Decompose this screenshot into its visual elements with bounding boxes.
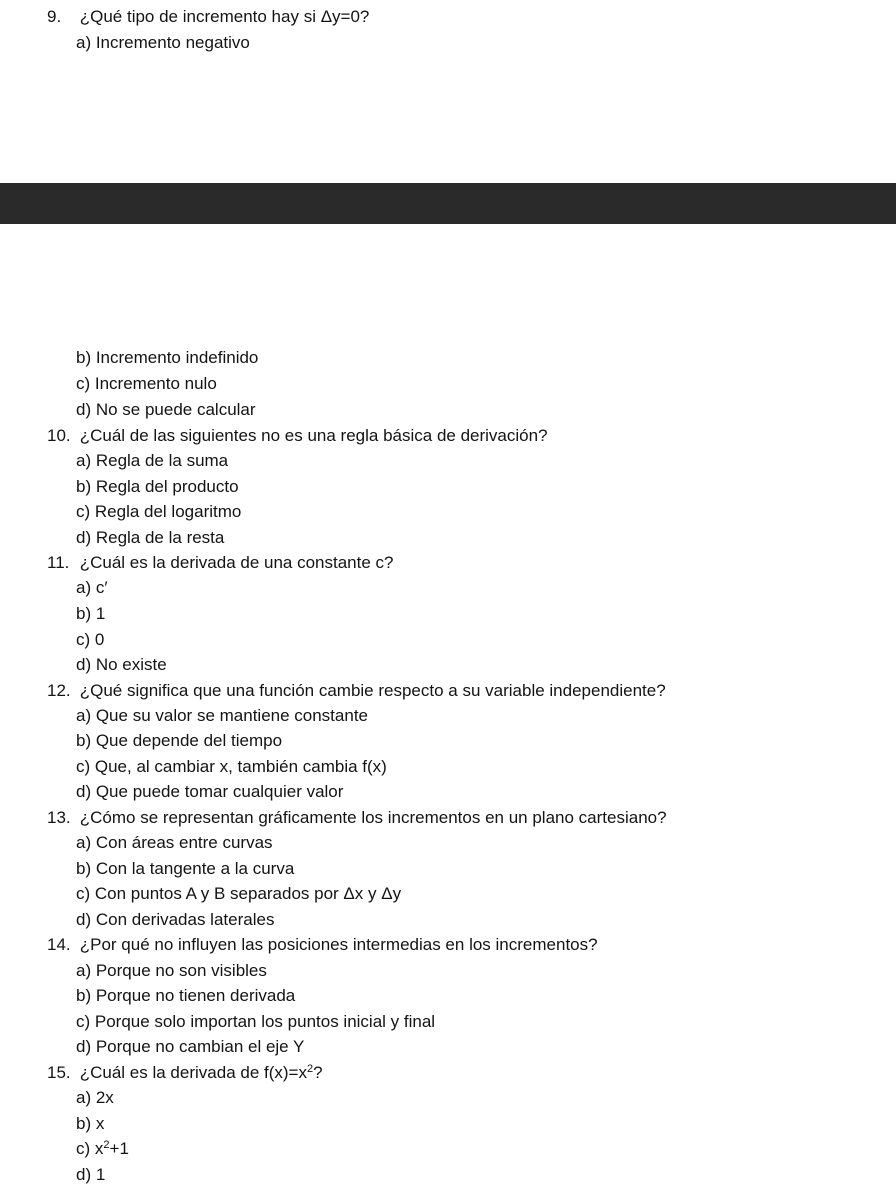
option-9b: b) Incremento indefinido <box>76 348 259 367</box>
question-text: ¿Cuál es la derivada de una constante c? <box>79 553 394 572</box>
option-9d: d) No se puede calcular <box>76 400 256 419</box>
question-number: 14. <box>47 935 71 954</box>
question-text: ¿Cuál de las siguientes no es una regla básica de derivación? <box>79 426 548 445</box>
option-15c <box>76 1139 129 1159</box>
question-number: 10. <box>47 426 71 445</box>
option-11a: a) c′ <box>76 578 108 597</box>
question-13 <box>47 808 667 828</box>
question-text: ¿Qué significa que una función cambie respecto a su variable independiente? <box>79 681 666 700</box>
question-text: ¿Por qué no influyen las posiciones intermedias en los incrementos? <box>79 935 598 954</box>
question-text-end: ? <box>313 1063 323 1082</box>
option-14b: b) Porque no tienen derivada <box>76 986 296 1005</box>
option-15d: d) 1 <box>76 1165 106 1184</box>
option-15a: a) 2x <box>76 1088 114 1107</box>
option-13d: d) Con derivadas laterales <box>76 910 275 929</box>
option-text-end: +1 <box>109 1139 129 1158</box>
option-12b: b) Que depende del tiempo <box>76 731 283 750</box>
question-text: ¿Cómo se representan gráficamente los incrementos en un plano cartesiano? <box>79 808 667 827</box>
exponent: 2 <box>306 1063 314 1075</box>
question-number: 9. <box>47 7 62 26</box>
option-14a: a) Porque no son visibles <box>76 961 267 980</box>
option-12a: a) Que su valor se mantiene constante <box>76 706 368 725</box>
question-number: 11. <box>47 553 70 572</box>
question-15 <box>47 1063 323 1083</box>
question-number: 13. <box>47 808 71 827</box>
option-13b: b) Con la tangente a la curva <box>76 859 295 878</box>
option-10b: b) Regla del producto <box>76 477 239 496</box>
option-text: c) x <box>76 1139 104 1158</box>
question-12 <box>47 681 666 701</box>
option-10c: c) Regla del logaritmo <box>76 502 242 521</box>
question-9 <box>47 7 369 27</box>
question-10 <box>47 426 548 446</box>
question-14 <box>47 935 598 955</box>
option-9c: c) Incremento nulo <box>76 374 217 393</box>
redaction-bar <box>0 183 896 224</box>
option-11d: d) No existe <box>76 655 167 674</box>
question-text: ¿Qué tipo de incremento hay si Δy=0? <box>79 7 370 26</box>
exponent: 2 <box>103 1139 110 1151</box>
option-15b: b) x <box>76 1114 105 1133</box>
option-10d: d) Regla de la resta <box>76 528 225 547</box>
option-13a: a) Con áreas entre curvas <box>76 833 273 852</box>
question-text-main: ¿Cuál es la derivada de f(x)=x <box>79 1063 307 1082</box>
question-11 <box>47 553 394 573</box>
option-9a: a) Incremento negativo <box>76 33 250 52</box>
option-12c: c) Que, al cambiar x, también cambia f(x) <box>76 757 387 776</box>
option-11c: c) 0 <box>76 630 105 649</box>
question-number: 15. <box>47 1063 71 1082</box>
question-text <box>80 1063 323 1082</box>
option-12d: d) Que puede tomar cualquier valor <box>76 782 344 801</box>
question-number: 12. <box>47 681 71 700</box>
option-10a: a) Regla de la suma <box>76 451 229 470</box>
option-14c: c) Porque solo importan los puntos inicial y final <box>76 1012 436 1031</box>
option-14d: d) Porque no cambian el eje Y <box>76 1037 305 1056</box>
option-13c: c) Con puntos A y B separados por Δx y Δy <box>76 884 402 903</box>
option-11b: b) 1 <box>76 604 106 623</box>
